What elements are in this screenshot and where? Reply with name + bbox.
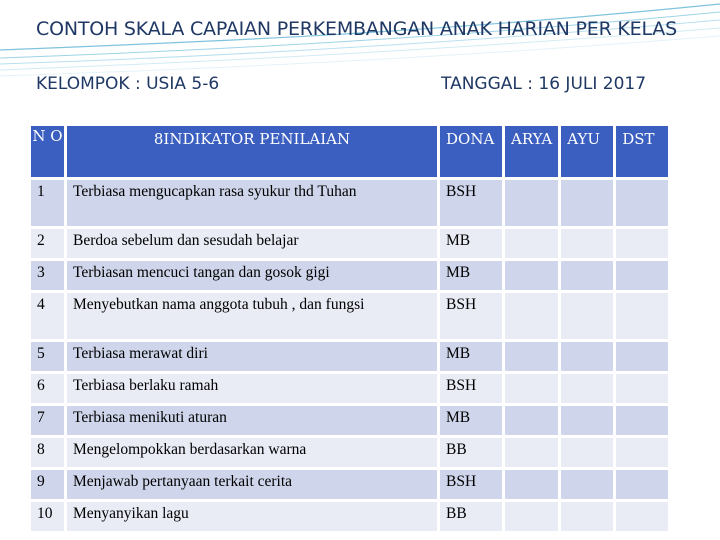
indicator-cell: Menjawab pertanyaan terkait cerita	[67, 470, 437, 499]
arya-score-cell	[505, 438, 558, 467]
table-row	[31, 406, 668, 435]
dona-score-cell: MB	[440, 342, 502, 371]
dst-score-cell	[616, 342, 668, 371]
row-number: 3	[31, 261, 64, 290]
indicator-cell: Menyanyikan lagu	[67, 502, 437, 531]
dst-score-cell	[616, 406, 668, 435]
table-row	[31, 342, 668, 371]
row-number: 7	[31, 406, 64, 435]
table-row	[31, 470, 668, 499]
table-row	[31, 293, 668, 339]
column-header-no: N O	[31, 126, 64, 177]
row-number: 2	[31, 229, 64, 258]
group-label: KELOMPOK : USIA 5-6	[36, 74, 220, 94]
column-header-dona: DONA	[440, 126, 502, 177]
arya-score-cell	[505, 180, 558, 226]
ayu-score-cell	[561, 180, 613, 226]
row-number: 1	[31, 180, 64, 226]
assessment-table	[28, 123, 671, 534]
arya-score-cell	[505, 470, 558, 499]
dona-score-cell: MB	[440, 406, 502, 435]
ayu-score-cell	[561, 470, 613, 499]
dona-score-cell: BSH	[440, 374, 502, 403]
row-number: 9	[31, 470, 64, 499]
indicator-cell: Terbiasa berlaku ramah	[67, 374, 437, 403]
ayu-score-cell	[561, 502, 613, 531]
dst-score-cell	[616, 470, 668, 499]
table-row	[31, 374, 668, 403]
dst-score-cell	[616, 261, 668, 290]
row-number: 8	[31, 438, 64, 467]
indicator-cell: Terbiasan mencuci tangan dan gosok gigi	[67, 261, 437, 290]
dona-score-cell: BB	[440, 438, 502, 467]
indicator-cell: Terbiasa mengucapkan rasa syukur thd Tuhan	[67, 180, 437, 226]
ayu-score-cell	[561, 342, 613, 371]
row-number: 10	[31, 502, 64, 531]
ayu-score-cell	[561, 261, 613, 290]
row-number: 4	[31, 293, 64, 339]
page-title: CONTOH SKALA CAPAIAN PERKEMBANGAN ANAK HARIAN PER KELAS	[36, 18, 677, 40]
arya-score-cell	[505, 293, 558, 339]
arya-score-cell	[505, 374, 558, 403]
table-row	[31, 438, 668, 467]
dona-score-cell: MB	[440, 261, 502, 290]
ayu-score-cell	[561, 229, 613, 258]
dona-score-cell: BSH	[440, 470, 502, 499]
arya-score-cell	[505, 229, 558, 258]
dst-score-cell	[616, 229, 668, 258]
dona-score-cell: BSH	[440, 180, 502, 226]
dona-score-cell: BB	[440, 502, 502, 531]
column-header-indicator: 8INDIKATOR PENILAIAN	[67, 126, 437, 177]
column-header-dst: DST	[616, 126, 668, 177]
table-row	[31, 229, 668, 258]
date-label: TANGGAL : 16 JULI 2017	[441, 74, 647, 94]
ayu-score-cell	[561, 293, 613, 339]
column-header-arya: ARYA	[505, 126, 558, 177]
table-row	[31, 261, 668, 290]
indicator-cell: Terbiasa merawat diri	[67, 342, 437, 371]
dona-score-cell: BSH	[440, 293, 502, 339]
arya-score-cell	[505, 502, 558, 531]
arya-score-cell	[505, 261, 558, 290]
ayu-score-cell	[561, 406, 613, 435]
row-number: 6	[31, 374, 64, 403]
dst-score-cell	[616, 502, 668, 531]
column-header-ayu: AYU	[561, 126, 613, 177]
arya-score-cell	[505, 342, 558, 371]
row-number: 5	[31, 342, 64, 371]
indicator-cell: Terbiasa menikuti aturan	[67, 406, 437, 435]
indicator-cell: Menyebutkan nama anggota tubuh , dan fungsi	[67, 293, 437, 339]
table-row	[31, 180, 668, 226]
ayu-score-cell	[561, 374, 613, 403]
ayu-score-cell	[561, 438, 613, 467]
table-row	[31, 502, 668, 531]
indicator-cell: Berdoa sebelum dan sesudah belajar	[67, 229, 437, 258]
dst-score-cell	[616, 374, 668, 403]
dst-score-cell	[616, 293, 668, 339]
dst-score-cell	[616, 180, 668, 226]
indicator-cell: Mengelompokkan berdasarkan warna	[67, 438, 437, 467]
dona-score-cell: MB	[440, 229, 502, 258]
arya-score-cell	[505, 406, 558, 435]
dst-score-cell	[616, 438, 668, 467]
table-header-row	[31, 126, 668, 177]
